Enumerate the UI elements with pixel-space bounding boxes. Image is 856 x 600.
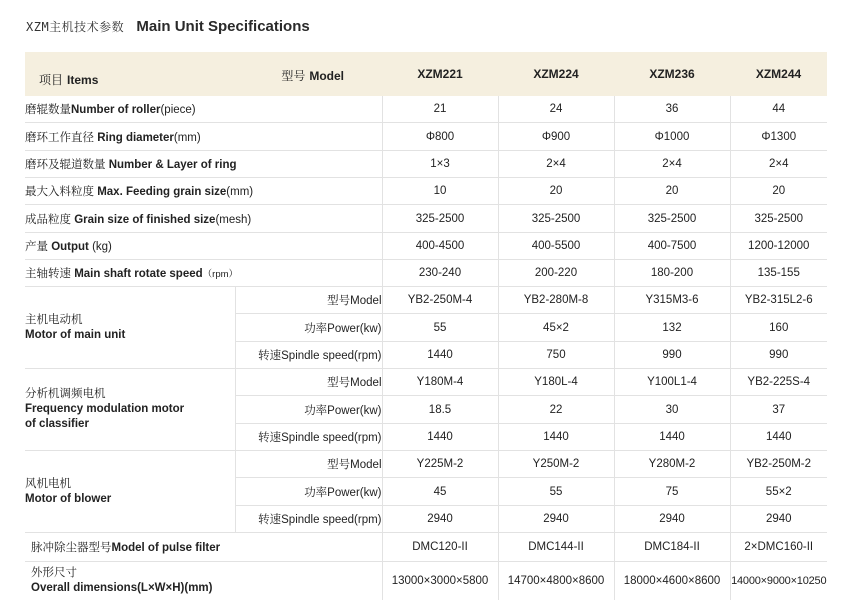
group-label-cn: 风机电机 xyxy=(25,477,235,492)
table-cell: 45×2 xyxy=(498,314,614,342)
row-label xyxy=(25,205,382,233)
table-cell: 400-5500 xyxy=(498,233,614,260)
table-cell: YB2-315L2-6 xyxy=(730,287,827,314)
sub-row-label: 转速Spindle speed(rpm) xyxy=(235,506,382,533)
model-header: XZM221 xyxy=(382,52,498,96)
table-cell: 325-2500 xyxy=(498,205,614,233)
table-cell: 18000×4600×8600 xyxy=(614,562,730,600)
table-cell: 55 xyxy=(498,478,614,506)
table-cell: Y100L1-4 xyxy=(614,369,730,396)
row-label xyxy=(25,562,382,600)
table-row xyxy=(25,562,827,600)
model-header: XZM224 xyxy=(498,52,614,96)
table-cell: 13000×3000×5800 xyxy=(382,562,498,600)
table-cell: 1440 xyxy=(382,342,498,369)
table-cell: 160 xyxy=(730,314,827,342)
table-cell: Φ900 xyxy=(498,123,614,151)
group-label-en: Motor of blower xyxy=(25,492,235,507)
table-row xyxy=(25,369,827,396)
table-cell: 2940 xyxy=(730,506,827,533)
table-cell: 750 xyxy=(498,342,614,369)
table-cell: 2940 xyxy=(614,506,730,533)
table-cell: DMC184-II xyxy=(614,533,730,562)
table-cell: YB2-280M-8 xyxy=(498,287,614,314)
table-cell: 200-220 xyxy=(498,260,614,287)
table-row xyxy=(25,287,827,314)
table-cell: Y250M-2 xyxy=(498,451,614,478)
header-items-cn: 项目 xyxy=(39,73,63,87)
row-label-cn: 磨环及辊道数量 xyxy=(25,159,109,171)
header-model-label xyxy=(281,67,344,84)
table-cell: 1440 xyxy=(614,424,730,451)
table-cell: 132 xyxy=(614,314,730,342)
table-cell: 1×3 xyxy=(382,151,498,178)
table-cell: 14700×4800×8600 xyxy=(498,562,614,600)
row-label-en: Number & Layer of ring xyxy=(109,159,237,171)
sub-row-label: 转速Spindle speed(rpm) xyxy=(235,342,382,369)
page-title xyxy=(26,18,310,35)
sub-row-label: 型号Model xyxy=(235,287,382,314)
row-label-en: Max. Feeding grain size xyxy=(97,186,226,198)
table-cell: 400-4500 xyxy=(382,233,498,260)
header-items-cell xyxy=(25,52,382,96)
table-cell: DMC120-II xyxy=(382,533,498,562)
row-label-en: Main shaft rotate speed xyxy=(74,268,202,280)
model-header: XZM236 xyxy=(614,52,730,96)
table-cell: 44 xyxy=(730,96,827,123)
table-row xyxy=(25,96,827,123)
header-model-en: Model xyxy=(309,69,344,83)
page-title-cn: XZM主机技术参数 xyxy=(26,20,124,34)
group-label-blower-motor xyxy=(25,451,235,533)
table-cell: 20 xyxy=(498,178,614,205)
group-label-cn: 主机电动机 xyxy=(25,313,235,328)
table-cell: 2×DMC160-II xyxy=(730,533,827,562)
row-label-en: Ring diameter xyxy=(97,132,174,144)
group-label-classifier-motor xyxy=(25,369,235,451)
table-cell: 14000×9000×10250 xyxy=(730,562,827,600)
row-label-unit: (mm) xyxy=(174,132,201,144)
table-cell: Y180L-4 xyxy=(498,369,614,396)
table-cell: 55 xyxy=(382,314,498,342)
table-cell: Φ800 xyxy=(382,123,498,151)
row-label-cn: 脉冲除尘器型号 xyxy=(31,542,112,554)
table-row xyxy=(25,533,827,562)
table-cell: 990 xyxy=(614,342,730,369)
row-label xyxy=(25,151,382,178)
table-cell: YB2-250M-4 xyxy=(382,287,498,314)
group-label-en: Frequency modulation motor xyxy=(25,402,235,417)
table-cell: 22 xyxy=(498,396,614,424)
table-cell: YB2-225S-4 xyxy=(730,369,827,396)
table-row xyxy=(25,123,827,151)
table-cell: 2940 xyxy=(382,506,498,533)
row-label-cn: 最大入料粒度 xyxy=(25,186,97,198)
table-cell: 2×4 xyxy=(498,151,614,178)
table-cell: 55×2 xyxy=(730,478,827,506)
row-label-unit: (kg) xyxy=(89,241,112,253)
row-label-cn: 主轴转速 xyxy=(25,268,74,280)
table-cell: 75 xyxy=(614,478,730,506)
table-cell: YB2-250M-2 xyxy=(730,451,827,478)
row-label-unit: （rpm） xyxy=(203,269,238,280)
table-cell: 325-2500 xyxy=(614,205,730,233)
row-label xyxy=(25,96,382,123)
table-cell: Y315M3-6 xyxy=(614,287,730,314)
table-cell: 37 xyxy=(730,396,827,424)
row-label-cn: 磨辊数量 xyxy=(25,104,71,116)
row-label-en: Output xyxy=(51,241,89,253)
row-label-cn: 产量 xyxy=(25,241,51,253)
table-row xyxy=(25,151,827,178)
table-cell: 45 xyxy=(382,478,498,506)
table-row xyxy=(25,178,827,205)
table-cell: Φ1300 xyxy=(730,123,827,151)
group-label-cn: 分析机调频电机 xyxy=(25,387,235,402)
table-cell: 20 xyxy=(730,178,827,205)
table-cell: 2×4 xyxy=(614,151,730,178)
header-model-cn: 型号 xyxy=(281,69,305,83)
row-label xyxy=(25,123,382,151)
header-items-label xyxy=(39,71,98,88)
table-cell: 2940 xyxy=(498,506,614,533)
table-cell: Φ1000 xyxy=(614,123,730,151)
table-row xyxy=(25,260,827,287)
group-label-en-line2: of classifier xyxy=(25,417,235,432)
row-label-en: Model of pulse filter xyxy=(112,542,221,554)
table-cell: 325-2500 xyxy=(382,205,498,233)
row-label-cn: 成品粒度 xyxy=(25,214,74,226)
table-cell: 1200-12000 xyxy=(730,233,827,260)
table-cell: 18.5 xyxy=(382,396,498,424)
row-label-cn: 外形尺寸 xyxy=(31,566,382,581)
table-cell: 20 xyxy=(614,178,730,205)
model-header: XZM244 xyxy=(730,52,827,96)
row-label-cn: 磨环工作直径 xyxy=(25,132,97,144)
table-cell: Y180M-4 xyxy=(382,369,498,396)
sub-row-label: 功率Power(kw) xyxy=(235,478,382,506)
table-cell: 1440 xyxy=(382,424,498,451)
table-cell: 135-155 xyxy=(730,260,827,287)
group-label-en: Motor of main unit xyxy=(25,328,235,343)
row-label xyxy=(25,533,382,562)
table-header-row xyxy=(25,52,827,96)
group-label-main-motor xyxy=(25,287,235,369)
row-label-unit: (piece) xyxy=(160,104,195,116)
sub-row-label: 型号Model xyxy=(235,451,382,478)
table-cell: DMC144-II xyxy=(498,533,614,562)
table-cell: 230-240 xyxy=(382,260,498,287)
row-label xyxy=(25,178,382,205)
sub-row-label: 型号Model xyxy=(235,369,382,396)
row-label xyxy=(25,260,382,287)
table-cell: Y280M-2 xyxy=(614,451,730,478)
table-cell: Y225M-2 xyxy=(382,451,498,478)
table-row xyxy=(25,233,827,260)
table-cell: 990 xyxy=(730,342,827,369)
specifications-table xyxy=(25,52,827,600)
table-cell: 30 xyxy=(614,396,730,424)
table-cell: 21 xyxy=(382,96,498,123)
header-items-en: Items xyxy=(67,73,98,87)
table-row xyxy=(25,205,827,233)
table-cell: 180-200 xyxy=(614,260,730,287)
sub-row-label: 转速Spindle speed(rpm) xyxy=(235,424,382,451)
table-cell: 24 xyxy=(498,96,614,123)
table-cell: 10 xyxy=(382,178,498,205)
row-label-en: Grain size of finished size xyxy=(74,214,215,226)
row-label-en: Number of roller xyxy=(71,104,160,116)
row-label-en: Overall dimensions(L×W×H)(mm) xyxy=(31,581,382,596)
table-cell: 400-7500 xyxy=(614,233,730,260)
table-row xyxy=(25,451,827,478)
table-cell: 325-2500 xyxy=(730,205,827,233)
row-label xyxy=(25,233,382,260)
sub-row-label: 功率Power(kw) xyxy=(235,314,382,342)
page-title-en: Main Unit Specifications xyxy=(136,18,309,35)
sub-row-label: 功率Power(kw) xyxy=(235,396,382,424)
table-cell: 1440 xyxy=(498,424,614,451)
row-label-unit: (mm) xyxy=(226,186,253,198)
table-cell: 1440 xyxy=(730,424,827,451)
table-cell: 36 xyxy=(614,96,730,123)
table-cell: 2×4 xyxy=(730,151,827,178)
row-label-unit: (mesh) xyxy=(215,214,251,226)
